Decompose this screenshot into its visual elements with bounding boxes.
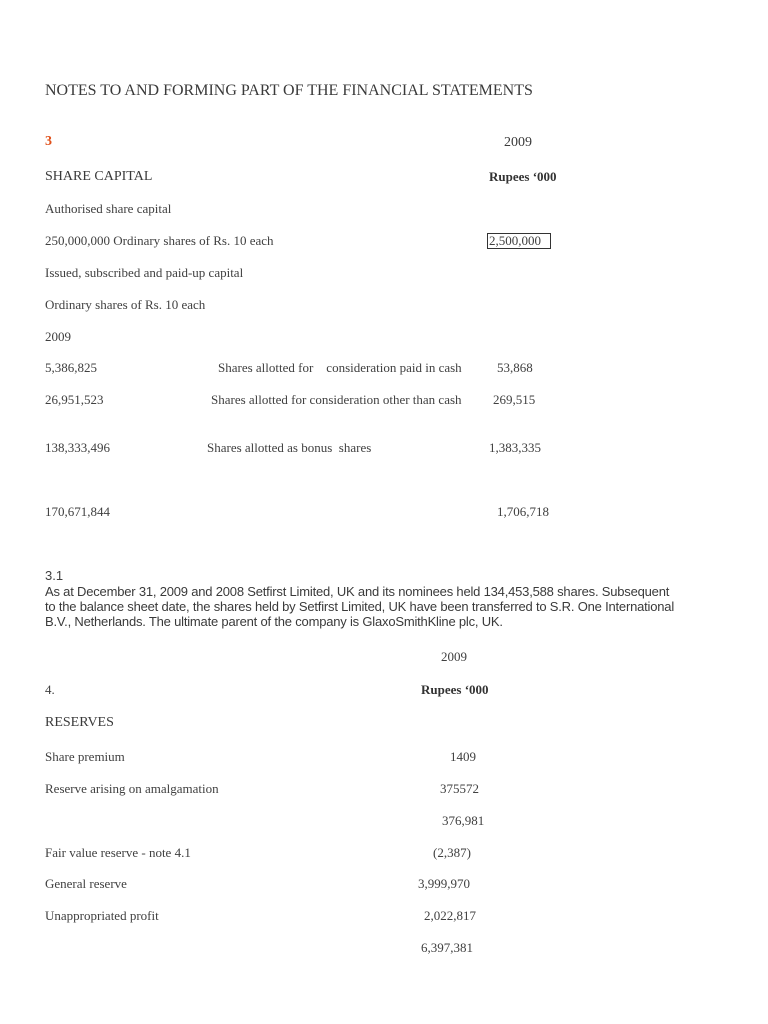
authorised-amount: 2,500,000 [487, 233, 551, 249]
reserve-label: General reserve [45, 876, 127, 891]
table-year: 2009 [45, 329, 71, 344]
reserve-amount: 2,022,817 [424, 908, 476, 923]
row-shares: 5,386,825 [45, 360, 97, 375]
unit-header: Rupees ‘000 [489, 169, 557, 184]
reserves-total: 6,397,381 [421, 940, 473, 955]
total-shares: 170,671,844 [45, 504, 110, 519]
section-heading: RESERVES [45, 715, 114, 730]
section-heading: SHARE CAPITAL [45, 169, 153, 184]
ordinary-label: Ordinary shares of Rs. 10 each [45, 297, 206, 312]
row-desc: Shares allotted for consideration paid in cash [218, 360, 462, 375]
page-title: NOTES TO AND FORMING PART OF THE FINANCIAL STATEMENTS [45, 82, 533, 99]
reserve-amount: 3,999,970 [418, 876, 470, 891]
total-amount: 1,706,718 [497, 504, 549, 519]
reserve-label: Reserve arising on amalgamation [45, 781, 219, 796]
note-paragraph: As at December 31, 2009 and 2008 Setfirst Limited, UK and its nominees held 134,453,588 shares. Subsequent to the balance sheet date, the shares held by Setfirst Limited, UK have been transferred to S.R. One International B.V., Netherlands. The ultimate parent of the company is GlaxoSmithKline plc, UK. [45, 584, 675, 629]
authorised-desc: 250,000,000 Ordinary shares of Rs. 10 each [45, 233, 274, 248]
reserve-amount: 375572 [440, 781, 479, 796]
reserve-amount: 1409 [450, 749, 476, 764]
reserve-amount: 376,981 [442, 813, 485, 828]
row-shares: 26,951,523 [45, 392, 104, 407]
authorised-label: Authorised share capital [45, 201, 172, 216]
reserve-label: Unappropriated profit [45, 908, 159, 923]
year-header: 2009 [441, 649, 467, 664]
reserve-label: Fair value reserve - note 4.1 [45, 845, 191, 860]
year-header: 2009 [504, 135, 532, 150]
row-amount: 53,868 [497, 360, 533, 375]
unit-header: Rupees ‘000 [421, 682, 489, 697]
note-number: 4. [45, 682, 55, 697]
issued-label: Issued, subscribed and paid-up capital [45, 265, 244, 280]
row-amount: 269,515 [493, 392, 536, 407]
row-shares: 138,333,496 [45, 440, 110, 455]
reserve-amount: (2,387) [433, 845, 471, 860]
note-number: 3 [45, 134, 52, 149]
row-desc: Shares allotted for consideration other than cash [211, 392, 462, 407]
row-amount: 1,383,335 [489, 440, 541, 455]
note-number: 3.1 [45, 568, 64, 583]
reserve-label: Share premium [45, 749, 125, 764]
row-desc: Shares allotted as bonus shares [207, 440, 372, 455]
